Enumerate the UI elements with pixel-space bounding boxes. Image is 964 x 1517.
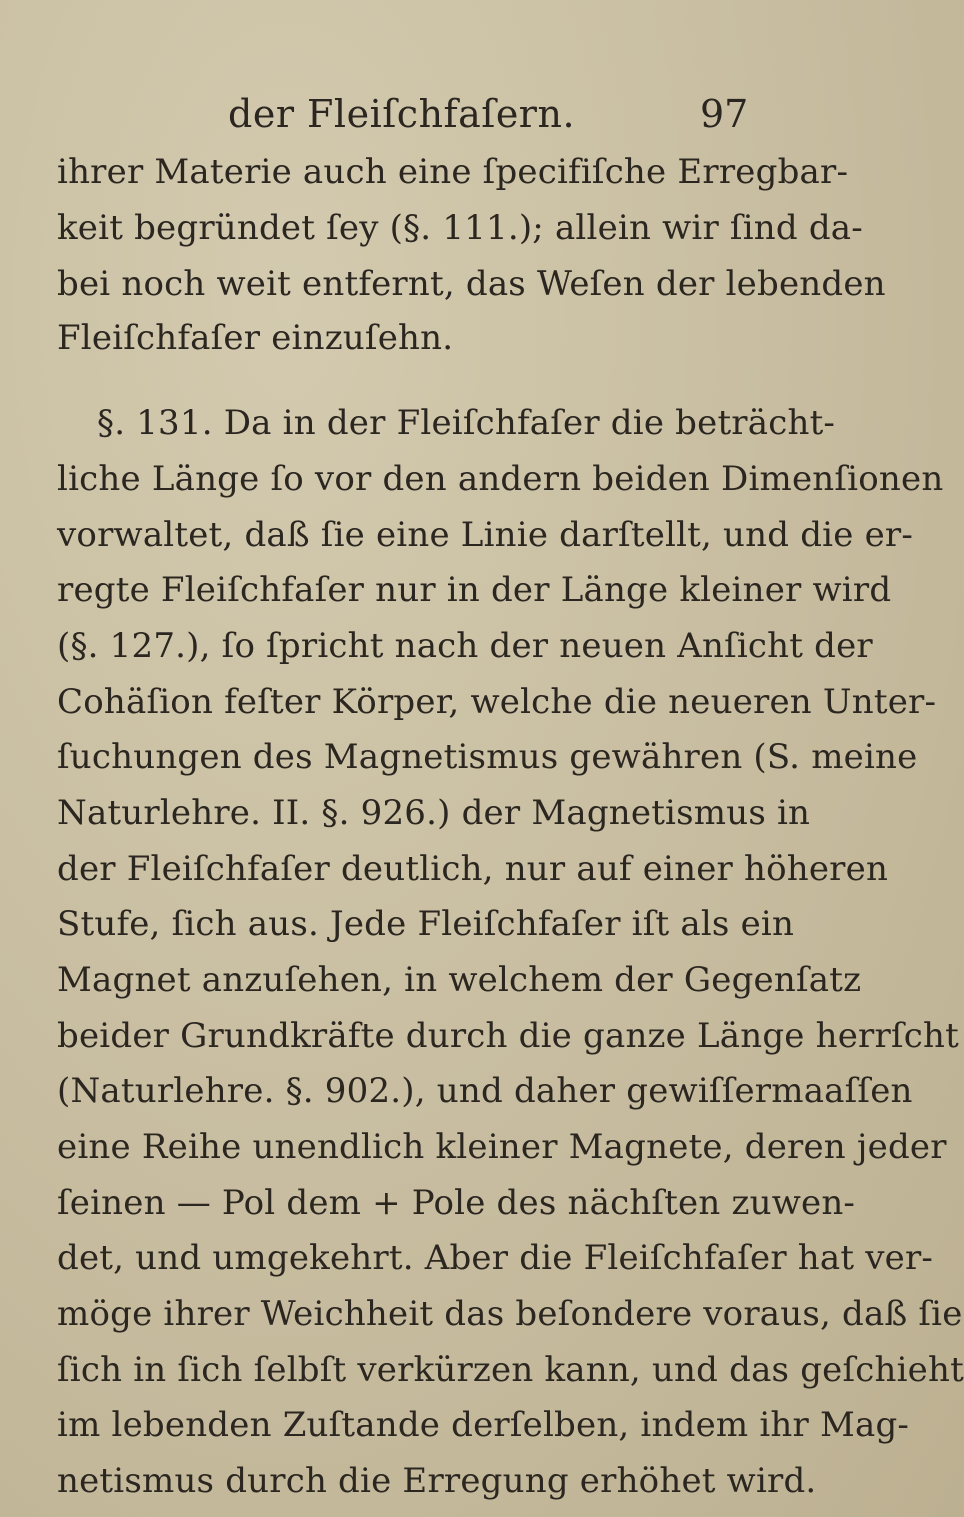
- text-line: (Naturlehre. §. 902.), und daher gewiſſermaaſſen: [57, 1071, 913, 1111]
- text-line: Fleiſchfaſer einzuſehn.: [57, 318, 454, 358]
- text-line: Cohäſion feſter Körper, welche die neueren Unter-: [57, 682, 937, 722]
- text-line: ſeinen — Pol dem + Pole des nächſten zuwen-: [57, 1183, 856, 1223]
- text-line: vorwaltet, daß ſie eine Linie darſtellt, und die er-: [57, 515, 914, 555]
- page-number: 97: [700, 92, 749, 136]
- page-header: [0, 92, 800, 142]
- text-line: keit begründet ſey (§. 111.); allein wir ſind da-: [57, 208, 863, 248]
- text-line: (§. 127.), ſo ſpricht nach der neuen Anſicht der: [57, 626, 873, 666]
- paragraph-start-line: §. 131. Da in der Fleiſchfaſer die beträcht-: [97, 403, 836, 443]
- text-line: der Fleiſchfaſer deutlich, nur auf einer höheren: [57, 849, 889, 889]
- text-line: eine Reihe unendlich kleiner Magnete, deren jeder: [57, 1127, 947, 1167]
- text-line: ſuchungen des Magnetismus gewähren (S. meine: [57, 737, 918, 777]
- text-line: regte Fleiſchfaſer nur in der Länge kleiner wird: [57, 570, 892, 610]
- text-line: Naturlehre. II. §. 926.) der Magnetismus in: [57, 793, 811, 833]
- text-line: Stufe, ſich aus. Jede Fleiſchfaſer iſt als ein: [57, 904, 795, 944]
- text-line: liche Länge ſo vor den andern beiden Dimenſionen: [57, 459, 944, 499]
- running-head: der Fleiſchfaſern.: [228, 92, 576, 136]
- text-line: bei noch weit entfernt, das Weſen der lebenden: [57, 264, 886, 304]
- text-line: ſich in ſich ſelbſt verkürzen kann, und das geſchieht: [57, 1350, 964, 1390]
- text-line: ihrer Materie auch eine ſpecifiſche Erregbar-: [57, 152, 849, 192]
- text-line: beider Grundkräfte durch die ganze Länge herrſcht: [57, 1016, 959, 1056]
- text-line: Magnet anzuſehen, in welchem der Gegenſatz: [57, 960, 862, 1000]
- text-line: im lebenden Zuſtande derſelben, indem ihr Mag-: [57, 1405, 910, 1445]
- text-line: det, und umgekehrt. Aber die Fleiſchfaſer hat ver-: [57, 1238, 934, 1278]
- text-line: möge ihrer Weichheit das beſondere voraus, daß ſie: [57, 1294, 963, 1334]
- text-line: netismus durch die Erregung erhöhet wird.: [57, 1461, 817, 1501]
